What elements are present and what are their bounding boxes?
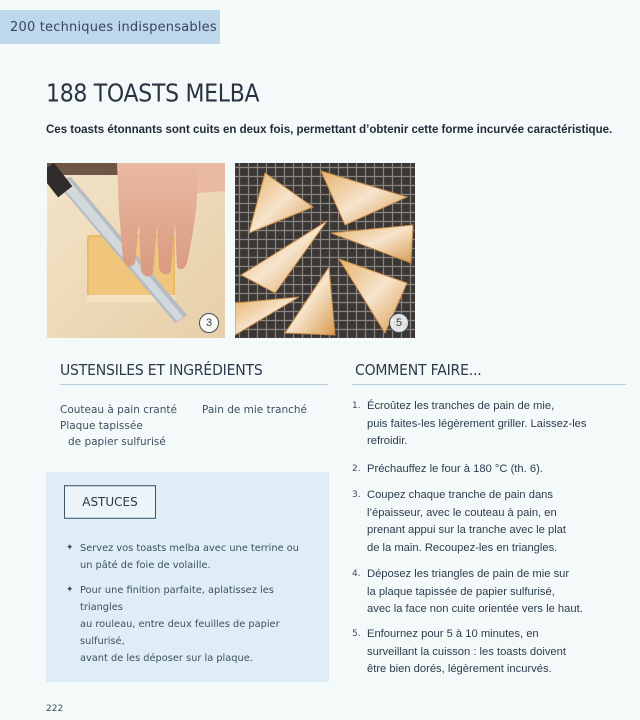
step-line: la plaque tapissée de papier sulfurisé, bbox=[367, 585, 555, 598]
ingredients-column-1 bbox=[60, 402, 177, 450]
step-number: 4. bbox=[352, 569, 361, 579]
photo-toasts-on-rack bbox=[235, 163, 415, 338]
ingredient-item: de papier sulfurisé bbox=[68, 436, 166, 448]
tip-line: Pour une finition parfaite, aplatissez les triangles bbox=[80, 585, 274, 613]
method-heading: COMMENT FAIRE... bbox=[355, 362, 482, 380]
page-subtitle: Ces toasts étonnants sont cuits en deux fois, permettant d’obtenir cette forme incurvée caractéristique. bbox=[46, 124, 613, 136]
tip-line: avant de les déposer sur la plaque. bbox=[80, 653, 253, 664]
ingredient-item: Pain de mie tranché bbox=[202, 404, 308, 416]
method-step bbox=[352, 398, 624, 451]
step-line: refroidir. bbox=[367, 435, 408, 448]
tip-item bbox=[66, 582, 311, 667]
step-line: surveillant la cuisson : les toasts doivent bbox=[367, 645, 566, 658]
ingredient-item: Couteau à pain cranté bbox=[60, 404, 177, 416]
ingredient-item: Plaque tapissée bbox=[60, 420, 143, 432]
page-title: 188 TOASTS MELBA bbox=[46, 80, 260, 108]
method-step bbox=[352, 626, 624, 679]
step-line: l’épaisseur, avec le couteau à pain, en bbox=[367, 506, 557, 519]
step-number: 3. bbox=[352, 490, 361, 500]
step-line: Coupez chaque tranche de pain dans bbox=[367, 489, 553, 501]
ingredients-divider bbox=[60, 384, 328, 385]
photo-cutting-toast bbox=[47, 163, 225, 338]
section-tab-label: 200 techniques indispensables bbox=[10, 19, 217, 35]
step-number: 2. bbox=[352, 464, 361, 474]
method-step bbox=[352, 487, 624, 557]
step-line: prenant appui sur la tranche avec le plat bbox=[367, 524, 567, 537]
tips-box bbox=[46, 472, 329, 682]
method-divider bbox=[352, 384, 626, 385]
page-number: 222 bbox=[46, 704, 64, 714]
step-line: puis faites-les légèrement griller. Laissez-les bbox=[367, 417, 587, 430]
step-line: Préchauffez le four à 180 °C (th. 6). bbox=[367, 463, 543, 475]
step-line: Enfournez pour 5 à 10 minutes, en bbox=[367, 628, 539, 640]
step-line: avec la face non cuite orientée vers le haut. bbox=[367, 603, 583, 616]
step-badge: 3 bbox=[199, 313, 219, 333]
tip-line: Servez vos toasts melba avec une terrine ou bbox=[80, 543, 299, 554]
step-number: 1. bbox=[352, 401, 361, 411]
tips-heading: ASTUCES bbox=[64, 485, 156, 519]
section-tab bbox=[0, 10, 220, 44]
method-step bbox=[352, 566, 624, 619]
step-line: être bien dorés, légèrement incurvés. bbox=[367, 663, 552, 676]
tip-line: au rouleau, entre deux feuilles de papier sulfurisé, bbox=[80, 619, 280, 647]
tip-line: un pâté de foie de volaille. bbox=[80, 560, 211, 571]
step-line: Déposez les triangles de pain de mie sur bbox=[367, 568, 570, 580]
step-number: 5. bbox=[352, 629, 361, 639]
method-step bbox=[352, 461, 624, 479]
step-line: Écroûtez les tranches de pain de mie, bbox=[367, 400, 555, 412]
diamond-sparkle-icon: ✦ bbox=[66, 585, 74, 595]
diamond-sparkle-icon: ✦ bbox=[66, 543, 74, 553]
tip-item bbox=[66, 540, 311, 574]
step-badge: 5 bbox=[389, 313, 409, 333]
ingredients-column-2 bbox=[202, 402, 307, 418]
ingredients-heading: USTENSILES ET INGRÉDIENTS bbox=[60, 362, 263, 380]
step-line: de la main. Recoupez-les en triangles. bbox=[367, 541, 558, 554]
